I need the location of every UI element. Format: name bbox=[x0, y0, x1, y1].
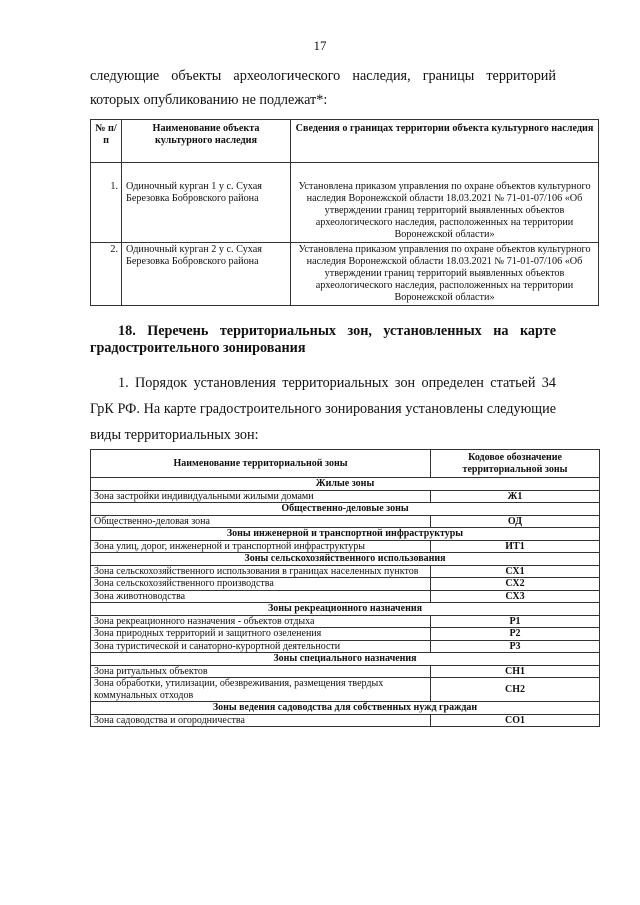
header-zone-code: Кодовое обозначение территориальной зоны bbox=[431, 450, 600, 478]
group-title: Общественно-деловые зоны bbox=[91, 503, 600, 516]
table-row bbox=[91, 163, 599, 243]
heritage-table bbox=[90, 119, 599, 306]
heading-line-1: 18. Перечень территориальных зон, установленных на карте bbox=[118, 323, 556, 339]
zone-code: Р2 bbox=[431, 628, 600, 641]
row-num: 2. bbox=[91, 243, 122, 306]
zone-name: Зона сельскохозяйственного производства bbox=[91, 578, 431, 591]
row-name: Одиночный курган 1 у с. Сухая Березовка Бобровского района bbox=[122, 163, 291, 243]
zone-name: Зона улиц, дорог, инженерной и транспортной инфраструктуры bbox=[91, 540, 431, 553]
group-title: Зоны сельскохозяйственного использования bbox=[91, 553, 600, 566]
zone-code: Р3 bbox=[431, 640, 600, 653]
row-info: Установлена приказом управления по охране объектов культурного наследия Воронежской области 18.03.2021 № 71-01-07/106 «Об утверждении границ территорий выявленных объектов археологического наследия, расположенных на территории Воронежской области» bbox=[291, 163, 599, 243]
group-row bbox=[91, 478, 600, 491]
table-row bbox=[91, 628, 600, 641]
table-row bbox=[91, 678, 600, 702]
group-title: Жилые зоны bbox=[91, 478, 600, 491]
zone-code: СО1 bbox=[431, 714, 600, 727]
row-num: 1. bbox=[91, 163, 122, 243]
table-row bbox=[91, 565, 600, 578]
para-line-2: ГрК РФ. На карте градостроительного зонирования установлены следующие bbox=[90, 401, 556, 417]
zones-table-header bbox=[91, 450, 600, 478]
header-info: Сведения о границах территории объекта культурного наследия bbox=[291, 120, 599, 163]
zone-name: Зона рекреационного назначения - объектов отдыха bbox=[91, 615, 431, 628]
intro-paragraph bbox=[90, 64, 556, 112]
zone-name: Зона сельскохозяйственного использования в границах населенных пунктов bbox=[91, 565, 431, 578]
intro-line-1: следующие объекты археологического наследия, границы территорий bbox=[90, 68, 556, 84]
table-row bbox=[91, 615, 600, 628]
zone-code: СН1 bbox=[431, 665, 600, 678]
zones-table bbox=[90, 449, 600, 727]
table-row bbox=[91, 540, 600, 553]
para-line-3: виды территориальных зон: bbox=[90, 427, 259, 443]
zone-name: Зона животноводства bbox=[91, 590, 431, 603]
header-name: Наименование объекта культурного наследия bbox=[122, 120, 291, 163]
para-line-1: 1. Порядок установления территориальных зон определен статьей 34 bbox=[118, 375, 556, 391]
zone-name: Зона обработки, утилизации, обезвреживания, размещения твердых коммунальных отходов bbox=[91, 678, 431, 702]
header-num: № п/п bbox=[91, 120, 122, 163]
row-info: Установлена приказом управления по охране объектов культурного наследия Воронежской области 18.03.2021 № 71-01-07/106 «Об утверждении границ территорий выявленных объектов археологического наследия, расположенных на территории Воронежской области» bbox=[291, 243, 599, 306]
heading-line-2: градостроительного зонирования bbox=[90, 340, 306, 356]
zone-name: Зона туристической и санаторно-курортной деятельности bbox=[91, 640, 431, 653]
zone-code: СХ1 bbox=[431, 565, 600, 578]
zone-code: СХ2 bbox=[431, 578, 600, 591]
group-row bbox=[91, 702, 600, 715]
zone-code: ОД bbox=[431, 515, 600, 528]
zone-name: Общественно-деловая зона bbox=[91, 515, 431, 528]
zone-code: ИТ1 bbox=[431, 540, 600, 553]
table-row bbox=[91, 243, 599, 306]
group-row bbox=[91, 553, 600, 566]
zone-code: Ж1 bbox=[431, 490, 600, 503]
group-title: Зоны специального назначения bbox=[91, 653, 600, 666]
group-title: Зоны инженерной и транспортной инфраструктуры bbox=[91, 528, 600, 541]
zone-code: СХ3 bbox=[431, 590, 600, 603]
zone-code: Р1 bbox=[431, 615, 600, 628]
table-row bbox=[91, 714, 600, 727]
table-row bbox=[91, 665, 600, 678]
group-row bbox=[91, 503, 600, 516]
header-zone-name: Наименование территориальной зоны bbox=[91, 450, 431, 478]
zone-name: Зона природных территорий и защитного озеленения bbox=[91, 628, 431, 641]
page-number: 17 bbox=[313, 38, 327, 53]
intro-line-2: которых опубликованию не подлежат*: bbox=[90, 92, 328, 108]
table-row bbox=[91, 590, 600, 603]
group-title: Зоны рекреационного назначения bbox=[91, 603, 600, 616]
zone-name: Зона застройки индивидуальными жилыми домами bbox=[91, 490, 431, 503]
zone-name: Зона садоводства и огородничества bbox=[91, 714, 431, 727]
group-row bbox=[91, 653, 600, 666]
table-row bbox=[91, 640, 600, 653]
table-row bbox=[91, 578, 600, 591]
zone-code: СН2 bbox=[431, 678, 600, 702]
section-heading bbox=[90, 323, 556, 357]
table-row bbox=[91, 515, 600, 528]
group-row bbox=[91, 603, 600, 616]
group-row bbox=[91, 528, 600, 541]
row-name: Одиночный курган 2 у с. Сухая Березовка Бобровского района bbox=[122, 243, 291, 306]
table-row bbox=[91, 490, 600, 503]
zone-name: Зона ритуальных объектов bbox=[91, 665, 431, 678]
heritage-table-header bbox=[91, 120, 599, 163]
group-title: Зоны ведения садоводства для собственных нужд граждан bbox=[91, 702, 600, 715]
section-paragraph bbox=[90, 370, 556, 448]
